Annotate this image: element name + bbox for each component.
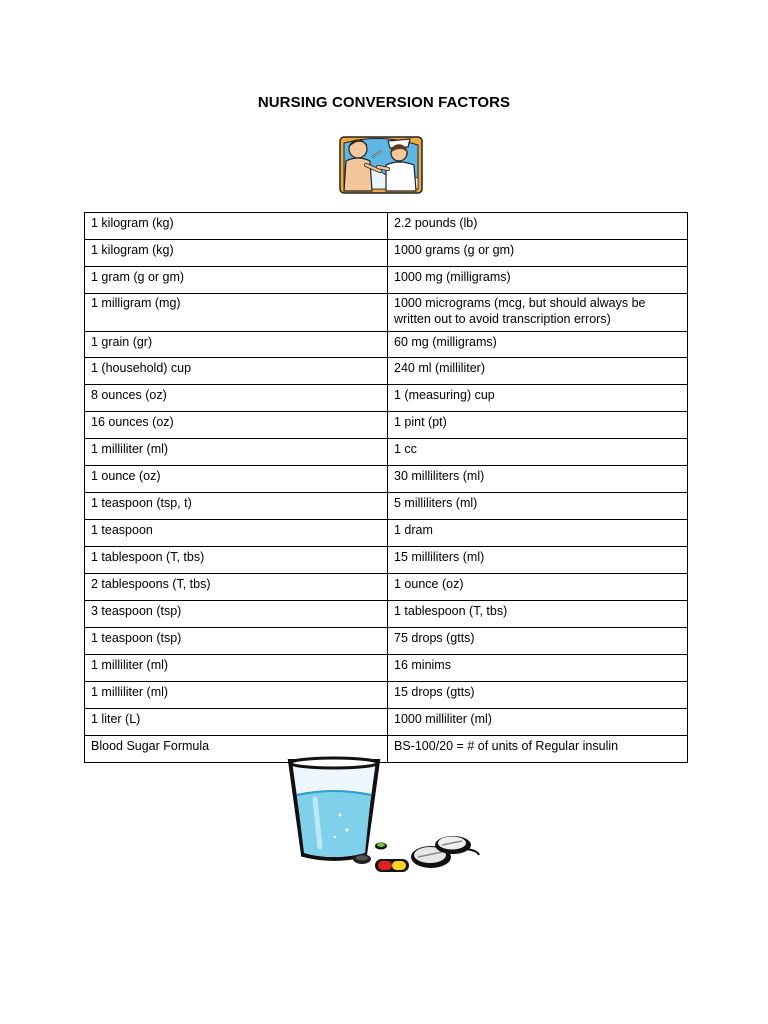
table-row — [85, 466, 688, 493]
table-row — [85, 213, 688, 240]
table-row — [85, 358, 688, 385]
table-cell: 1 milliliter (ml) — [85, 682, 388, 709]
table-cell: 30 milliliters (ml) — [388, 466, 688, 493]
table-cell: 1 teaspoon (tsp) — [85, 628, 388, 655]
table-row — [85, 601, 688, 628]
table-cell: 240 ml (milliliter) — [388, 358, 688, 385]
table-row — [85, 655, 688, 682]
table-row — [85, 332, 688, 358]
table-cell: 75 drops (gtts) — [388, 628, 688, 655]
table-cell: 1 (measuring) cup — [388, 385, 688, 412]
table-row — [85, 439, 688, 466]
table-cell: 1000 micrograms (mcg, but should always be written out to avoid transcription errors) — [388, 294, 688, 332]
table-cell: 1 ounce (oz) — [85, 466, 388, 493]
nurse-injection-clipart — [336, 131, 426, 197]
table-cell: 1 teaspoon (tsp, t) — [85, 493, 388, 520]
table-cell: 5 milliliters (ml) — [388, 493, 688, 520]
table-row — [85, 493, 688, 520]
table-cell: 8 ounces (oz) — [85, 385, 388, 412]
table-cell: 16 ounces (oz) — [85, 412, 388, 439]
table-cell: 2 tablespoons (T, tbs) — [85, 574, 388, 601]
table-row — [85, 240, 688, 267]
table-cell: Blood Sugar Formula — [85, 736, 388, 763]
table-cell: 1 milliliter (ml) — [85, 655, 388, 682]
table-cell: 1 tablespoon (T, tbs) — [85, 547, 388, 574]
table-cell: BS-100/20 = # of units of Regular insulin — [388, 736, 688, 763]
table-cell: 1 liter (L) — [85, 709, 388, 736]
page-title: NURSING CONVERSION FACTORS — [257, 94, 511, 111]
table-cell: 1 kilogram (kg) — [85, 213, 388, 240]
table-cell: 3 teaspoon (tsp) — [85, 601, 388, 628]
table-row — [85, 267, 688, 294]
table-cell: 1000 milliliter (ml) — [388, 709, 688, 736]
table-cell: 1 tablespoon (T, tbs) — [388, 601, 688, 628]
table-row — [85, 709, 688, 736]
table-row — [85, 385, 688, 412]
table-cell: 1000 mg (milligrams) — [388, 267, 688, 294]
table-row — [85, 547, 688, 574]
table-cell: 1 milligram (mg) — [85, 294, 388, 332]
table-cell: 1 milliliter (ml) — [85, 439, 388, 466]
table-row — [85, 628, 688, 655]
table-cell: 60 mg (milligrams) — [388, 332, 688, 358]
conversion-table — [84, 212, 688, 763]
table-cell: 1 kilogram (kg) — [85, 240, 388, 267]
table-cell: 1 (household) cup — [85, 358, 388, 385]
table-cell: 1 pint (pt) — [388, 412, 688, 439]
table-row — [85, 294, 688, 332]
table-row — [85, 682, 688, 709]
table-cell: 1 ounce (oz) — [388, 574, 688, 601]
table-row — [85, 574, 688, 601]
table-cell: 1 dram — [388, 520, 688, 547]
table-row — [85, 520, 688, 547]
table-cell: 16 minims — [388, 655, 688, 682]
table-cell: 2.2 pounds (lb) — [388, 213, 688, 240]
table-cell: 1 cc — [388, 439, 688, 466]
table-cell: 15 drops (gtts) — [388, 682, 688, 709]
table-cell: 1000 grams (g or gm) — [388, 240, 688, 267]
table-cell: 1 gram (g or gm) — [85, 267, 388, 294]
table-cell: 1 grain (gr) — [85, 332, 388, 358]
table-row — [85, 412, 688, 439]
table-cell: 1 teaspoon — [85, 520, 388, 547]
table-cell: 15 milliliters (ml) — [388, 547, 688, 574]
water-glass-pills-clipart — [285, 755, 485, 875]
